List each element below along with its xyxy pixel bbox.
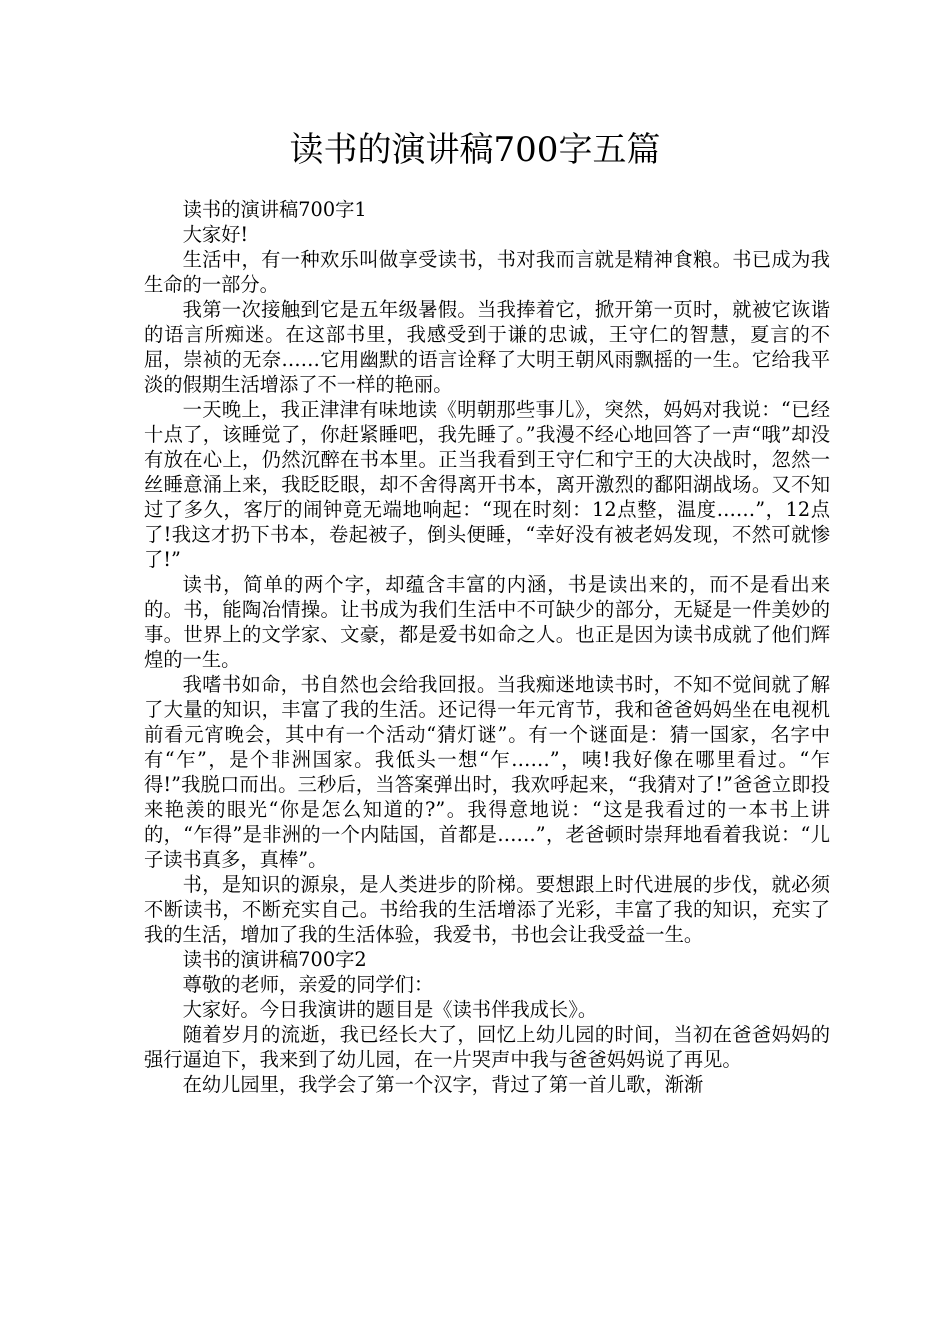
section-heading-1: 读书的演讲稿700字1 [182, 198, 367, 221]
paragraph: 大家好。今日我演讲的题目是《读书伴我成长》。 [182, 998, 598, 1021]
paragraph: 随着岁月的流逝，我已经长大了，回忆上幼儿园的时间，当初在爸爸妈妈的强行逼迫下，我来到了幼儿园，在一片哭声中我与爸爸妈妈说了再见。 [144, 1023, 830, 1071]
section-heading-2: 读书的演讲稿700字2 [182, 948, 367, 971]
paragraph: 书，是知识的源泉，是人类进步的阶梯。要想跟上时代进展的步伐，就必须不断读书，不断充实自己。书给我的生活增添了光彩，丰富了我的知识，充实了我的生活，增加了我的生活体验，我爱书，书也会让我受益一生。 [144, 873, 830, 946]
paragraph: 生活中，有一种欢乐叫做享受读书，书对我而言就是精神食粮。书已成为我生命的一部分。 [144, 248, 830, 296]
salutation: 尊敬的老师，亲爱的同学们： [182, 973, 434, 996]
document-title: 读书的演讲稿700字五篇 [289, 130, 661, 170]
paragraph: 我第一次接触到它是五年级暑假。当我捧着它，掀开第一页时，就被它诙谐的语言所痴迷。在这部书里，我感受到于谦的忠诚，王守仁的智慧，夏言的不屈，崇祯的无奈……它用幽默的语言诠释了大明王朝风雨飘摇的一生。它给我平淡的假期生活增添了不一样的艳丽。 [144, 298, 830, 396]
paragraph: 我嗜书如命，书自然也会给我回报。当我痴迷地读书时，不知不觉间就了解了大量的知识，丰富了我的生活。还记得一年元宵节，我和爸爸妈妈坐在电视机前看元宵晚会，其中有一个活动“猜灯谜”。有一个谜面是：猜一国家，名字中有“乍”，是个非洲国家。我低头一想“乍……”，咦!我好像在哪里看过。“乍得!”我脱口而出。三秒后，当答案弹出时，我欢呼起来，“我猜对了!”爸爸立即投来艳羡的眼光“你是怎么知道的?”。我得意地说：“这是我看过的一本书上讲的，“乍得”是非洲的一个内陆国，首都是……”，老爸顿时崇拜地看着我说：“儿子读书真多，真棒”。 [144, 673, 830, 871]
document-body [144, 197, 830, 1097]
greeting: 大家好! [182, 223, 249, 246]
paragraph: 在幼儿园里，我学会了第一个汉字，背过了第一首儿歌，渐渐 [182, 1073, 704, 1096]
paragraph: 一天晚上，我正津津有味地读《明朝那些事儿》，突然，妈妈对我说：“已经十点了，该睡觉了，你赶紧睡吧，我先睡了。”我漫不经心地回答了一声“哦”却没有放在心上，仍然沉醉在书本里。正当我看到王守仁和宁王的大决战时，忽然一丝睡意涌上来，我眨眨眼，却不舍得离开书本，离开激烈的鄱阳湖战场。又不知过了多久，客厅的闹钟竟无端地响起：“现在时刻：12点整，温度……”，12点了!我这才扔下书本，卷起被子，倒头便睡，“幸好没有被老妈发现，不然可就惨了!” [144, 398, 830, 571]
paragraph: 读书，简单的两个字，却蕴含丰富的内涵，书是读出来的，而不是看出来的。书，能陶冶情操。让书成为我们生活中不可缺少的部分，无疑是一件美妙的事。世界上的文学家、文豪，都是爱书如命之人。也正是因为读书成就了他们辉煌的一生。 [144, 573, 830, 671]
